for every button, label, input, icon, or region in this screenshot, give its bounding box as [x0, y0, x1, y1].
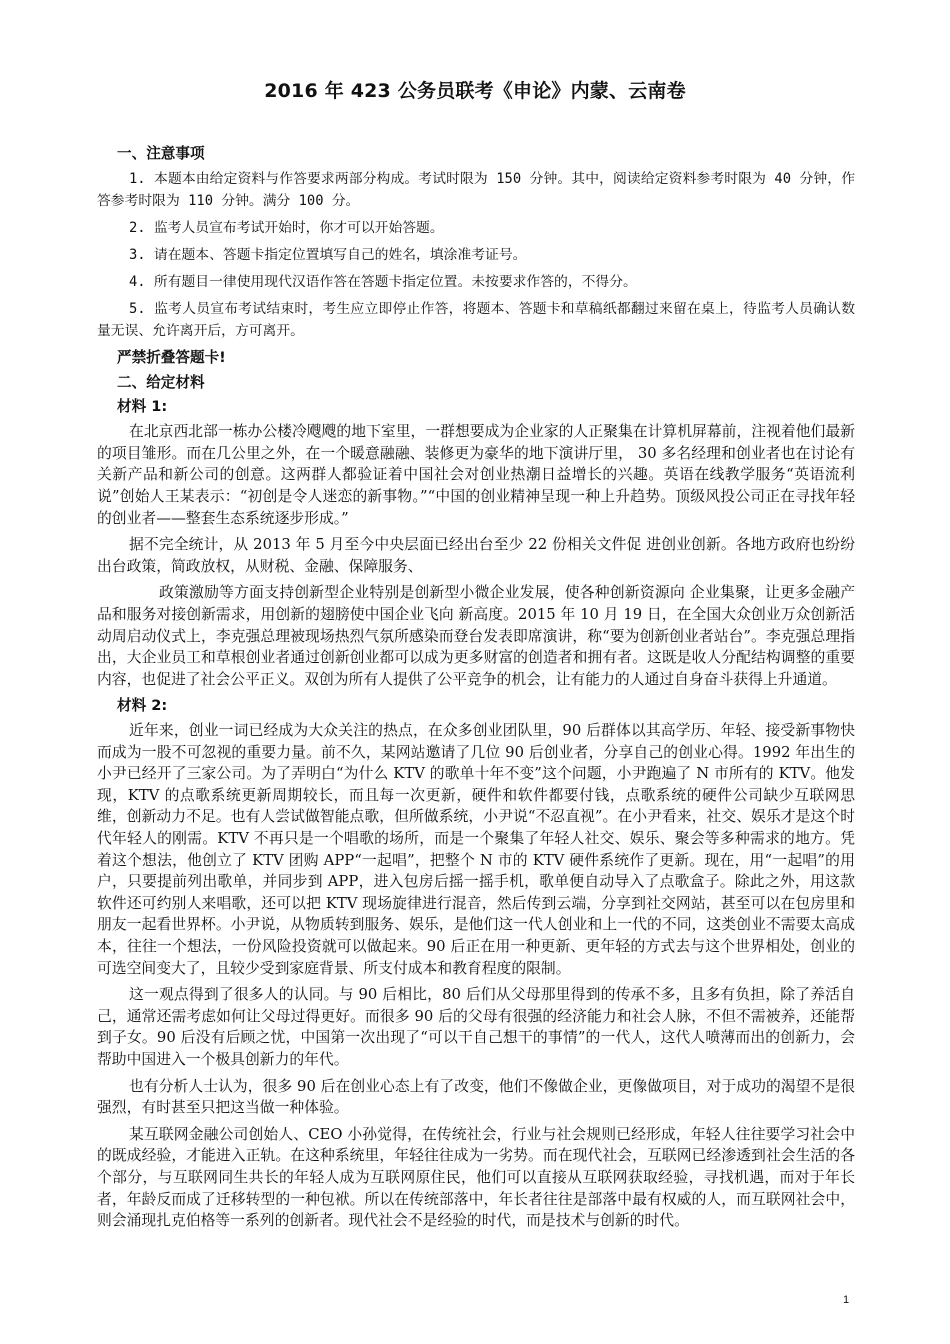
warning-text: 严禁折叠答题卡! [117, 348, 226, 366]
notice-heading: 一、注意事项 [117, 145, 205, 162]
page-title: 2016 年 423 公务员联考《申论》内蒙、云南卷 [264, 80, 686, 102]
material2-paragraph: 也有分析人士认为，很多 90 后在创业心态上有了改变，他们不像做企业，更像做项目，对于成功的渴望不是很强烈，有时甚至只把这当做一种体验。 [97, 1077, 855, 1117]
material1-paragraph: 在北京西北部一栋办公楼冷飕飕的地下室里，一群想要成为企业家的人正聚集在计算机屏幕前，注视着他们最新的项目雏形。而在几公里之外，在一个暖意融融、装修更为豪华的地下演讲厅里， 30 多名经理和创业者也在讨论有关新产品和新公司的创意。这两群人都验证着中国社会对创业热潮日益增长的兴趣。英语在线教学服务“英语流利说”创始人王某表示：“初创是令人迷恋的新事物。”“中国的创业精神呈现一种上升趋势。顶级风投公司正在寻找年轻的创业者——整套生态系统逐步形成。” [97, 423, 855, 527]
notice-item: 5. 监考人员宣布考试结束时，考生应立即停止作答，将题本、答题卡和草稿纸都翻过来留在桌上，待监考人员确认数量无误、允许离开后，方可离开。 [97, 300, 855, 339]
material1-label: 材料 1: [117, 398, 168, 416]
material2-paragraph: 这一观点得到了很多人的认同。与 90 后相比，80 后们从父母那里得到的传承不多，且多有负担，除了养活自己，通常还需考虑如何让父母过得更好。而很多 90 后的父母有很强的经济能力和社会人脉，不但不需被养，还能帮到子女。90 后没有后顾之忧，中国第一次出现了“可以干自己想干的事情”的一代人，这代人喷薄而出的创新力，会帮助中国进入一个极具创新力的年代。 [97, 986, 855, 1069]
material2-paragraph: 近年来，创业一词已经成为大众关注的热点，在众多创业团队里，90 后群体以其高学历、年轻、接受新事物快而成为一股不可忽视的重要力量。前不久，某网站邀请了几位 90 后创业者，分享自己的创业心得。1992 年出生的小尹已经开了三家公司。为了弄明白“为什么 KTV 的歌单十年不变”这个问题，小尹跑遍了 N 市所有的 KTV。他发现，KTV 的点歌系统更新周期较长，而且每一次更新，硬件和软件都要付钱，点歌系统的硬件公司缺少互联网思维，创新动力不足。也有人尝试做智能点歌，但所做系统，小尹说“不忍直视”。在小尹看来，社交、娱乐才是这个时代年轻人的刚需。KTV 不再只是一个唱歌的场所，而是一个聚集了年轻人社交、娱乐、聚会等多种需求的地方。凭着这个想法，他创立了 KTV 团购 APP“一起唱”，把整个 N 市的 KTV 硬件系统作了更新。现在，用“一起唱”的用户，只要提前列出歌单，并同步到 APP，进入包房后摇一摇手机，歌单便自动导入了点歌盒子。除此之外，用这款软件还可约别人来唱歌，还可以把 KTV 现场旋律进行混音，然后传到云端，分享到社交网站，甚至可以在包房里和朋友一起看世界杯。小尹说，从物质转到服务、娱乐，是他们这一代人创业和上一代的不同，这类创业不需要太高成本，往往一个想法，一份风险投资就可以做起来。90 后正在用一种更新、更年轻的方式去与这个世界相处，创业的可选空间变大了，且较少受到家庭背景、所支付成本和教育程度的限制。 [97, 722, 855, 977]
material1-paragraph: 政策激励等方面支持创新型企业特别是创新型小微企业发展，使各种创新资源向 企业集聚，让更多金融产品和服务对接创新需求，用创新的翅膀使中国企业飞向 新高度。2015 年 10 月 19 日，在全国大众创业万众创新活动周启动仪式上，李克强总理被现场热烈气氛所感染而登台发表即席演讲，称“要为创新创业者站台”。李克强总理指出，大企业员工和草根创业者通过创新创业都可以成为更多财富的创造者和拥有者。这既是收人分配结构调整的重要内容，也促进了社会公平正义。双创为所有人提供了公平竞争的机会，让有能力的人通过自身奋斗获得上升通道。 [97, 584, 855, 688]
document-body [97, 143, 855, 1237]
material1-paragraph: 据不完全统计，从 2013 年 5 月至今中央层面已经出台至少 22 份相关文件促 进创业创新。各地方政府也纷纷出台政策，简政放权，从财税、金融、保障服务、 [97, 536, 855, 575]
page-number: 1 [843, 1294, 850, 1306]
notice-item: 4. 所有题目一律使用现代汉语作答在答题卡指定位置。未按要求作答的，不得分。 [129, 273, 637, 290]
notice-item: 3. 请在题本、答题卡指定位置填写自己的姓名，填涂准考证号。 [129, 246, 527, 263]
material2-paragraph: 某互联网金融公司创始人、CEO 小孙觉得，在传统社会，行业与社会规则已经形成，年轻人往往要学习社会中的既成经验，才能进入正轨。在这种系统里，年轻往往成为一劣势。而在现代社会，互联网已经渗透到社会生活的各个部分，与互联网同生共长的年轻人成为互联网原住民，他们可以直接从互联网获取经验，寻找机遇，而对于年长者，年龄反而成了迁移转型的一种包袱。所以在传统部落中，年长者往往是部落中最有权威的人，而互联网社会中，则会涌现扎克伯格等一系列的创新者。现代社会不是经验的时代，而是技术与创新的时代。 [97, 1125, 855, 1230]
material2-label: 材料 2: [117, 697, 168, 715]
notice-item: 2. 监考人员宣布考试开始时，你才可以开始答题。 [129, 219, 444, 236]
materials-heading: 二、给定材料 [117, 373, 205, 391]
notice-item: 1. 本题本由给定资料与作答要求两部分构成。考试时限为 150 分钟。其中，阅读给定资料参考时限为 40 分钟，作答参考时限为 110 分钟。满分 100 分。 [97, 170, 855, 209]
